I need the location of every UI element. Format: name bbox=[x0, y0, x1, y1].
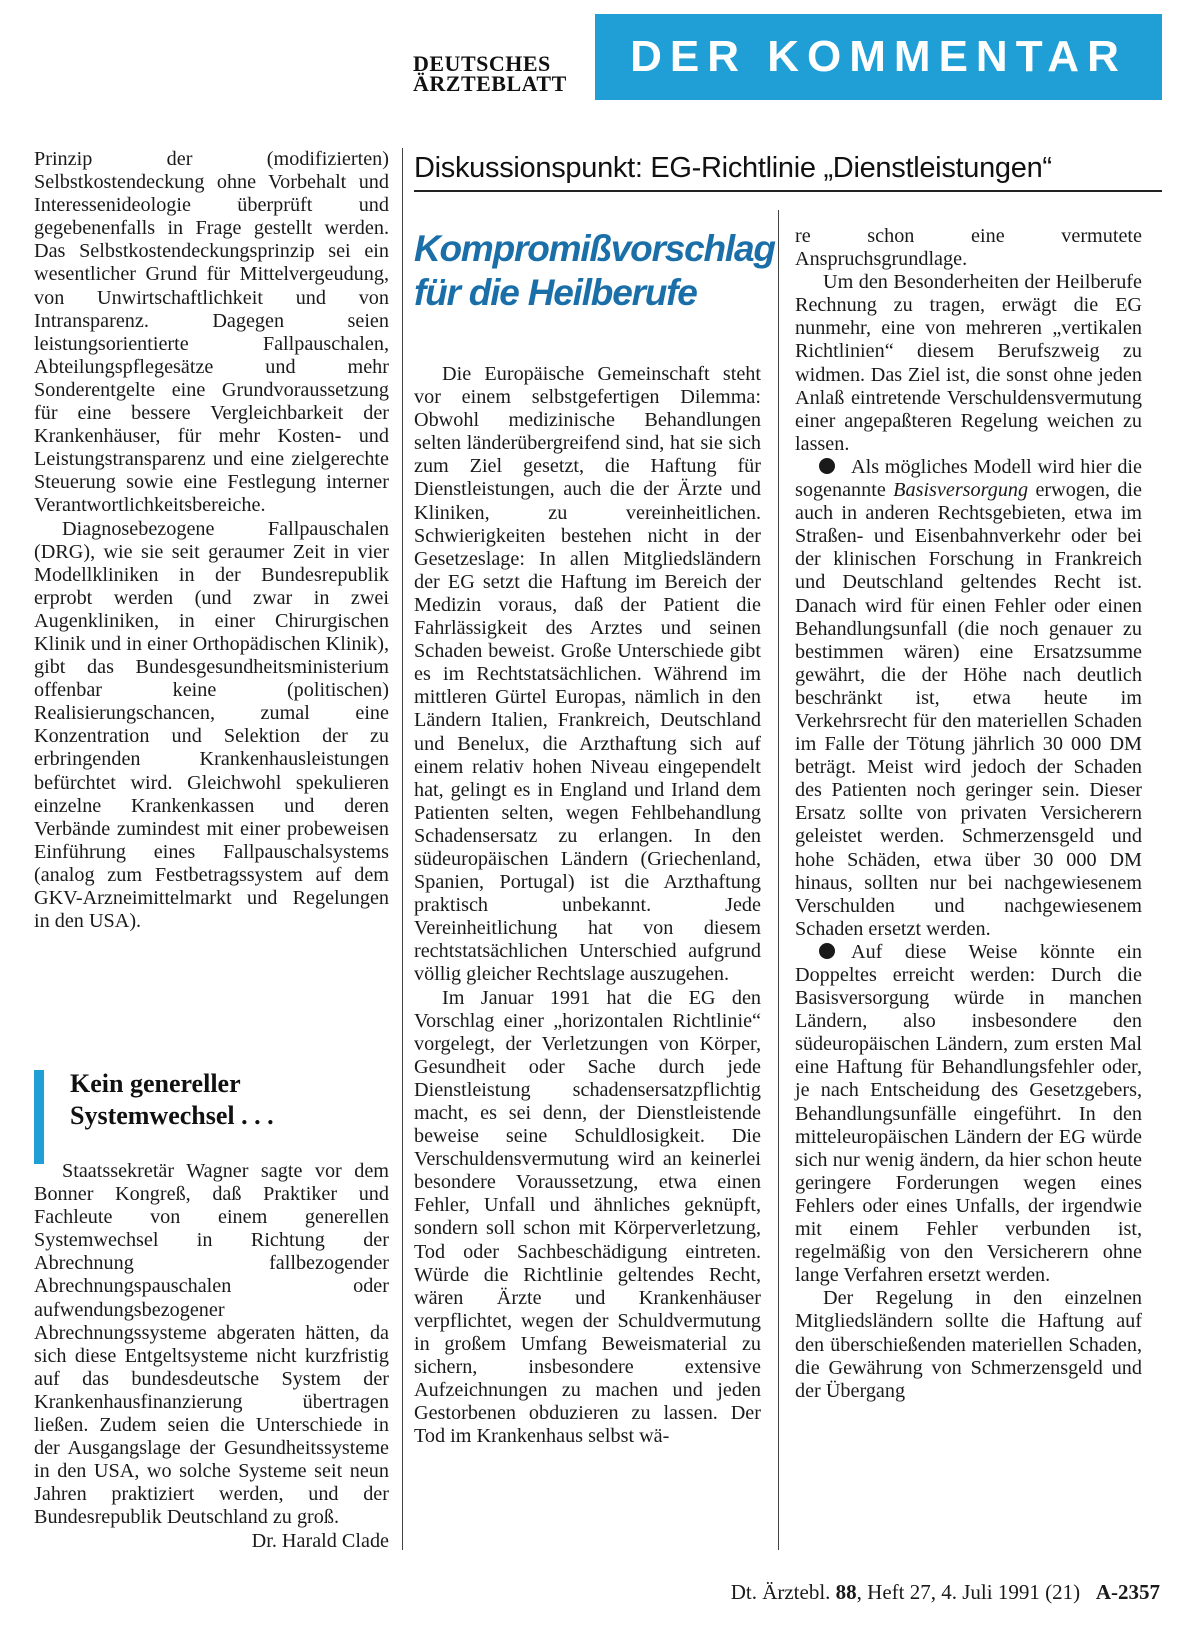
right-column bbox=[795, 225, 1142, 1403]
section-title-rule bbox=[414, 190, 1162, 192]
article-paragraph-5 bbox=[795, 456, 1142, 941]
emphasis-basisversorgung: Basisversorgung bbox=[893, 479, 1029, 502]
left-paragraph-2: Diagnosebezogene Fallpauschalen (DRG), wie sie seit geraumer Zeit in vier Modellkliniken in der Bundesrepublik erprobt werden (und zwar in zwei Augenkliniken, in einer Chirurgischen Klinik und in einer Orthopädischen Klinik), gibt das Bundesgesundheitsministerium offenbar keine (politischen) Realisierungschancen, zumal eine Konzentration und Selektion der zu erbringenden Krankenhausleistungen befürchtet wird. Gleichwohl spekulieren einzelne Krankenkassen und deren Verbände zumindest mit einer probeweisen Einführung eines Fallpauschalsystems (analog zum Festbetragssystem auf dem GKV-Arzneimittelmarkt und Regelungen in den USA). bbox=[34, 517, 389, 933]
article-paragraph-2: Im Januar 1991 hat die EG den Vorschlag einer „horizontalen Richtlinie“ vorgelegt, der Verletzungen von Körper, Gesundheit oder Sache durch jede Dienstleistung schadensersatzpflichtig macht, es sei denn, der Dienstleistende beweise seine Schuldlosigkeit. Die Verschuldensvermutung wird an keinerlei besondere Voraussetzung, etwa einen Fehler, Unfall und ähnliches geknüpft, sondern soll schon mit Körperverletzung, Tod oder Sachbeschädigung eintreten. Würde die Richtlinie geltendes Recht, wären Ärzte und Krankenhäuser verpflichtet, wegen der Schuldvermutung in großem Umfang Beweismaterial zu sichern, insbesondere extensive Aufzeichnungen zu machen und jeden Gestorbenen obduzieren zu lassen. Der Tod im Krankenhaus selbst wä- bbox=[414, 986, 761, 1448]
left-column bbox=[34, 148, 389, 933]
logo-line-2: ÄRZTEBLATT bbox=[413, 71, 567, 96]
box-accent-bar bbox=[34, 1070, 44, 1164]
article-paragraph-6 bbox=[795, 941, 1142, 1287]
sidebar-box bbox=[34, 1068, 389, 1553]
article-paragraph-1: Die Europäische Gemeinschaft steht vor einem selbstgefertigen Dilemma: Obwohl medizinische Behandlungen selten länderübergreifend sind, hat sie sich zum Ziel gesetzt, die Haftung für Dienstleistungen, auch die der Ärzte und Kliniken, zu vereinheitlichen. Schwierigkeiten bestehen nicht in der Gesetzeslage: In allen Mitgliedsländern der EG setzt die Haftung im Bereich der Medizin voraus, daß der Patient die Fahrlässigkeit des Arztes und seinen Schaden beweist. Große Unterschiede gibt es im Rechtstatsächlichen. Während im mittleren Gürtel Europas, nämlich in den Ländern Italien, Frankreich, Deutschland und Benelux, die Arzthaftung sich auf einem relativ hohen Niveau eingependelt hat, gelingt es in England und Irland dem Patienten selten, wegen Fehlbehandlung Schadensersatz zu erlangen. In den südeuropäischen Ländern (Griechenland, Spanien, Portugal) ist die Arzthaftung praktisch unbekannt. Jede Vereinheitlichung hat von diesem rechtstatsächlichen Unterschied aufgrund völlig gleicher Rechtslage auszugehen. bbox=[414, 363, 761, 986]
logo-line-1: DEUTSCHES bbox=[413, 51, 551, 76]
journal-logo bbox=[413, 51, 581, 96]
middle-column bbox=[414, 225, 775, 1448]
footer-issue: , Heft 27, 4. Juli 1991 (21) bbox=[856, 1580, 1081, 1604]
article-headline bbox=[414, 227, 775, 315]
author-signature: Dr. Harald Clade bbox=[251, 1529, 389, 1552]
p5-before: Als mögliches Modell wird hier die sogenannte bbox=[795, 455, 1142, 502]
article-paragraph-7: Der Regelung in den einzelnen Mitgliedsländern sollte die Haftung auf den überschießenden materiellen Schaden, die Gewährung von Schmerzensgeld und der Übergang bbox=[795, 1287, 1142, 1402]
box-text: Staatssekretär Wagner sagte vor dem Bonner Kongreß, daß Praktiker und Fachleute von einem generellen Systemwechsel in Richtung der Abrechnung fallbezogender Abrechnungspauschalen oder aufwendungsbezogener Abrechnungssysteme abgeraten hätten, da sich diese Entgeltsysteme nicht kurzfristig auf das bundesdeutsche System der Krankenhausfinanzierung übertragen ließen. Zudem seien die Unterschiede in der Ausgangslage der Gesundheitssysteme in den USA, wo solche Systeme seit neun Jahren praktiziert werden, und der Bundesrepublik Deutschland zu groß. bbox=[34, 1160, 389, 1529]
box-title bbox=[70, 1068, 389, 1132]
column-rule-left bbox=[402, 148, 403, 1550]
article-paragraph-4: Um den Besonderheiten der Heilberufe Rechnung zu tragen, erwägt die EG nunmehr, eine von mehreren „vertikalen Richtlinien“ diesem Berufszweig zu widmen. Das Ziel ist, die sonst ohne jeden Anlaß eintretende Verschuldensvermutung einer angepaßteren Regelung weichen zu lassen. bbox=[795, 271, 1142, 455]
box-title-line-2: Systemwechsel . . . bbox=[70, 1101, 274, 1130]
box-title-line-1: Kein genereller bbox=[70, 1069, 241, 1098]
left-paragraph-1: Prinzip der (modifizierten) Selbstkostendeckung ohne Vorbehalt und Interessenideologie überprüft und gegebenenfalls in Frage gestellt werden. Das Selbstkostendeckungsprinzip sei ein wesentlicher Grund für Mittelvergeudung, von Unwirtschaftlichkeit und von Intransparenz. Dagegen seien leistungsorientierte Fallpauschalen, Abteilungspflegesätze und mehr Sonderentgelte eine Grundvoraussetzung für eine bessere Vergleichbarkeit der Krankenhäuser, für mehr Kosten- und Leistungstransparenz und eine zielgerechte Steuerung sowie eine Festlegung interner Verantwortlichkeitsbereiche. bbox=[34, 148, 389, 517]
footer-journal: Dt. Ärztebl. bbox=[730, 1580, 831, 1604]
bullet-icon bbox=[819, 943, 835, 959]
bullet-icon bbox=[819, 458, 835, 474]
article-paragraph-3: re schon eine vermutete Anspruchsgrundlage. bbox=[795, 225, 1142, 271]
footer-volume: 88 bbox=[835, 1580, 857, 1604]
p5-after: erwogen, die auch in anderen Rechtsgebieten, etwa im Straßen- und Eisenbahnverkehr oder bei der klinischen Forschung in Frankreich und Deutschland geltendes Recht ist. Danach wird für einen Fehler oder einen Behandlungsunfall (die noch genauer zu bestimmen wären) eine Ersatzsumme gewährt, die der Höhe nach deutlich beschränkt ist, etwa heute im Verkehrsrecht für den materiellen Schaden im Falle der Tötung jährlich 30 000 DM beträgt. Meist wird jedoch der Schaden des Patienten noch geringer sein. Dieser Ersatz sollte von privaten Versicherern geleistet werden. Schmerzensgeld und hohe Schäden, etwa über 30 000 DM hinaus, sollten nur bei nachgewiesenem Verschulden und nachgewiesenem Schaden ersetzt werden. bbox=[795, 479, 1142, 940]
section-title: Diskussionspunkt: EG-Richtlinie „Dienstleistungen“ bbox=[414, 152, 1052, 184]
kommentar-banner: DER KOMMENTAR bbox=[595, 14, 1162, 100]
footer-page-number: A-2357 bbox=[1095, 1580, 1160, 1604]
p6-text: Auf diese Weise könnte ein Doppeltes erreicht werden: Durch die Basisversorgung würde in manchen Ländern, also insbesondere den südeuropäischen Ländern, zum ersten Mal eine Haftung für Behandlungsfehler oder, je nach Entscheidung des Gesetzgebers, Behandlungsunfälle eingeführt. In den mitteleuropäischen Ländern der EG würde sich nur wenig ändern, da hier schon heute geringere Forderungen wegen eines Fehlers oder eines Unfalls, der irgendwie mit einem Fehler verbunden ist, regelmäßig von den Versicherern ohne lange Verfahren ersetzt werden. bbox=[795, 940, 1142, 1287]
headline-line-1: Kompromißvorschlag bbox=[414, 228, 775, 269]
headline-line-2: für die Heilberufe bbox=[414, 272, 697, 313]
box-body bbox=[34, 1160, 389, 1552]
page-footer bbox=[640, 1580, 1160, 1605]
column-rule-right bbox=[778, 210, 779, 1550]
